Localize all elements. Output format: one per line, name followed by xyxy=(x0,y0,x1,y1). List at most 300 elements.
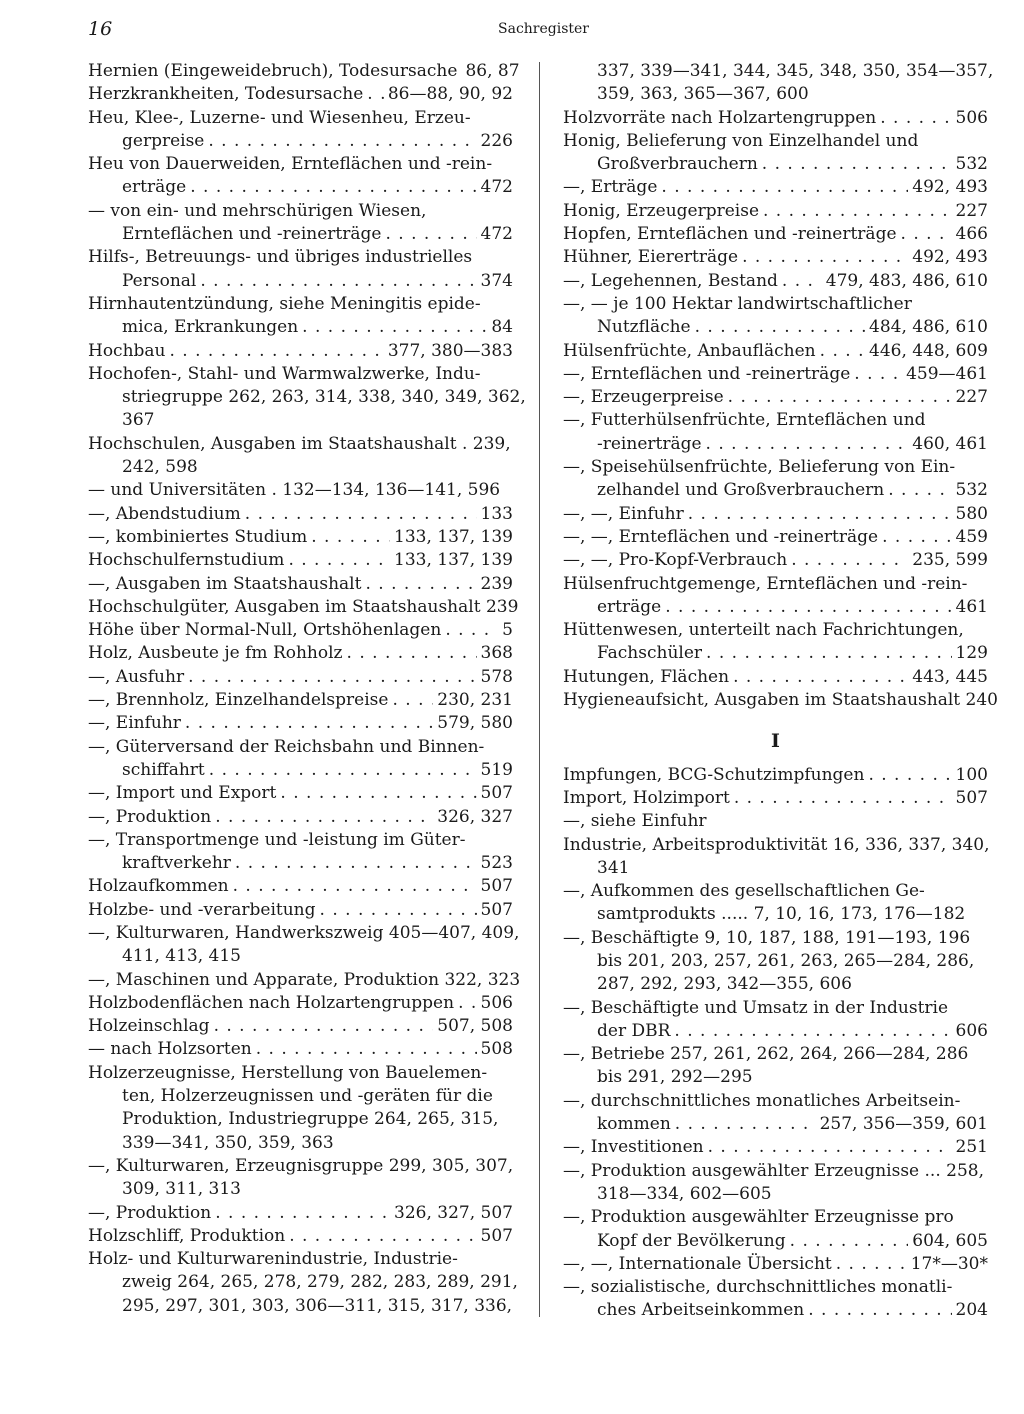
index-entry-line xyxy=(88,130,513,153)
entry-pages: 532 xyxy=(955,480,988,501)
index-entry xyxy=(88,689,513,712)
entry-term: —, Ausfuhr xyxy=(88,666,185,687)
index-entry xyxy=(88,922,520,969)
leader-dots xyxy=(820,340,865,363)
leader-dots xyxy=(347,642,477,665)
leader-dots xyxy=(661,176,908,199)
index-entry-line xyxy=(88,806,513,829)
entry-pages: 374 xyxy=(480,270,513,291)
index-entry xyxy=(88,526,513,549)
entry-pages: 368 xyxy=(480,643,513,664)
leader-dots xyxy=(880,107,951,130)
index-entry-line xyxy=(563,857,988,880)
entry-term: 341 xyxy=(597,857,630,878)
entry-pages: 133, 137, 139 xyxy=(394,550,513,571)
entry-term: —, —, Ernteflächen und -reinerträge xyxy=(563,526,879,547)
index-entry-line xyxy=(563,1160,988,1183)
entry-pages: 507 xyxy=(955,787,988,808)
entry-term: Hirnhautentzündung, siehe Meningitis epide- xyxy=(88,293,481,314)
leader-dots xyxy=(790,1230,909,1253)
index-entry xyxy=(563,880,988,927)
entry-term: Holzbodenflächen nach Holzartengruppen xyxy=(88,992,455,1013)
leader-dots xyxy=(791,549,908,572)
index-entry-line xyxy=(88,969,521,992)
index-entry-line xyxy=(563,316,988,339)
entry-term: Hochbau xyxy=(88,340,166,361)
index-entry-line xyxy=(563,1136,988,1159)
entry-term: zweig 264, 265, 278, 279, 282, 283, 289, 291, xyxy=(122,1272,518,1293)
entry-term: 309, 311, 313 xyxy=(122,1179,241,1200)
entry-pages: 377, 380—383 xyxy=(387,340,513,361)
page-header xyxy=(88,18,988,42)
leader-dots xyxy=(836,1253,907,1276)
entry-term: —, Betriebe 257, 261, 262, 264, 266—284, 286 xyxy=(563,1044,969,1065)
entry-term: samtprodukts ..... 7, 10, 16, 173, 176—182 xyxy=(597,904,966,925)
index-entry xyxy=(88,293,513,340)
leader-dots xyxy=(200,270,476,293)
entry-term: —, —, Pro-Kopf-Verbrauch xyxy=(563,550,788,571)
entry-pages: 507 xyxy=(480,1225,513,1246)
entry-term: erträge xyxy=(597,596,662,617)
index-entry xyxy=(563,363,988,386)
running-title: Sachregister xyxy=(498,21,589,37)
entry-term: 359, 363, 365—367, 600 xyxy=(597,84,809,105)
leader-dots xyxy=(675,1113,816,1136)
leader-dots xyxy=(868,764,951,787)
index-entry-line xyxy=(88,1225,513,1248)
entry-term: —, Legehennen, Bestand xyxy=(563,270,778,291)
entry-term: —, Erträge xyxy=(563,177,658,198)
entry-term: —, Transportmenge und -leistung im Güter- xyxy=(88,829,466,850)
entry-term: der DBR xyxy=(597,1020,671,1041)
index-entry-line xyxy=(563,60,994,83)
entry-term: 367 xyxy=(122,410,155,431)
index-entry-line xyxy=(88,153,513,176)
index-entry-line xyxy=(563,503,988,526)
index-entry-line xyxy=(88,293,513,316)
index-entry-line xyxy=(88,1178,513,1201)
entry-term: —, Aufkommen des gesellschaftlichen Ge- xyxy=(563,881,925,902)
leader-dots xyxy=(458,992,476,1015)
index-entry-line xyxy=(563,787,988,810)
index-entry-line xyxy=(88,736,513,759)
index-entry-line xyxy=(563,810,988,833)
entry-term: Hilfs-, Betreuungs- und übriges industrielles xyxy=(88,247,473,268)
entry-term: —, Kulturwaren, Erzeugnisgruppe 299, 305, 307, xyxy=(88,1155,514,1176)
entry-pages: 578 xyxy=(480,666,513,687)
entry-term: 339—341, 350, 359, 363 xyxy=(122,1132,334,1153)
index-entry xyxy=(563,666,988,689)
index-entry xyxy=(88,1038,513,1061)
entry-term: —, Futterhülsenfrüchte, Ernteflächen und xyxy=(563,410,926,431)
entry-pages: 507 xyxy=(480,876,513,897)
entry-term: -reinerträge xyxy=(597,433,702,454)
entry-term: —, Produktion xyxy=(88,1202,212,1223)
index-entry xyxy=(563,503,988,526)
index-entry-line xyxy=(563,903,988,926)
index-entry xyxy=(88,83,513,106)
leader-dots xyxy=(706,642,952,665)
leader-dots xyxy=(854,363,902,386)
entry-pages: 100 xyxy=(955,764,988,785)
index-entry-line xyxy=(563,927,988,950)
letter-heading: I xyxy=(771,730,780,753)
entry-term: Hochschulfernstudium xyxy=(88,550,285,571)
leader-dots xyxy=(233,875,477,898)
entry-pages: 133 xyxy=(480,503,513,524)
entry-term: Honig, Erzeugerpreise xyxy=(563,200,759,221)
leader-dots xyxy=(674,1020,951,1043)
entry-term: —, Produktion ausgewählter Erzeugnisse pro xyxy=(563,1207,954,1228)
index-entry xyxy=(563,764,988,787)
index-entry-line xyxy=(563,666,988,689)
entry-term: Holzvorräte nach Holzartengruppen xyxy=(563,107,877,128)
entry-term: ches Arbeitseinkommen xyxy=(597,1300,805,1321)
index-entry xyxy=(563,1160,988,1207)
entry-pages: 459 xyxy=(955,526,988,547)
index-entry xyxy=(88,433,513,480)
index-entry xyxy=(88,666,513,689)
index-entry xyxy=(88,782,513,805)
entry-term: —, sozialistische, durchschnittliches monatli- xyxy=(563,1277,953,1298)
leader-dots xyxy=(256,1038,477,1061)
entry-term: Ernteflächen und -reinerträge xyxy=(122,224,382,245)
index-entry-line xyxy=(563,1043,988,1066)
index-entry xyxy=(563,619,988,666)
index-entry xyxy=(88,596,519,619)
index-entry-line xyxy=(563,1230,988,1253)
entry-term: 287, 292, 293, 342—355, 606 xyxy=(597,974,852,995)
entry-term: —, Produktion xyxy=(88,806,212,827)
entry-pages: 460, 461 xyxy=(912,433,988,454)
index-entry xyxy=(88,875,513,898)
index-entry xyxy=(563,1043,988,1090)
entry-term: Hühner, Eiererträge xyxy=(563,247,739,268)
entry-term: Industrie, Arbeitsproduktivität 16, 336, 337, 340, xyxy=(563,834,990,855)
entry-term: Kopf der Bevölkerung xyxy=(597,1230,786,1251)
entry-term: bis 291, 292—295 xyxy=(597,1067,753,1088)
index-entry-line xyxy=(88,1295,513,1318)
entry-term: —, Ernteflächen und -reinerträge xyxy=(563,363,851,384)
leader-dots xyxy=(280,782,476,805)
entry-term: Holzeinschlag xyxy=(88,1016,210,1037)
entry-pages: 133, 137, 139 xyxy=(394,526,513,547)
entry-term: Hochschulen, Ausgaben im Staatshaushalt . 239, xyxy=(88,433,511,454)
index-entry-line xyxy=(88,316,513,339)
index-entry-line xyxy=(563,1276,988,1299)
index-entry-line xyxy=(563,973,988,996)
index-entry-line xyxy=(563,479,988,502)
entry-term: Heu von Dauerweiden, Ernteflächen und -rein- xyxy=(88,154,493,175)
entry-pages: 523 xyxy=(480,853,513,874)
entry-term: —, Investitionen xyxy=(563,1137,704,1158)
entry-term: Holz- und Kulturwarenindustrie, Industrie- xyxy=(88,1249,458,1270)
entry-term: Hopfen, Ernteflächen und -reinerträge xyxy=(563,224,897,245)
index-entry xyxy=(563,526,988,549)
entry-pages: 204 xyxy=(955,1300,988,1321)
entry-pages: 86—88, 90, 92 xyxy=(387,84,513,105)
index-entry-line xyxy=(88,1155,513,1178)
index-entry-line xyxy=(88,456,513,479)
entry-term: —, Abendstudium xyxy=(88,503,241,524)
leader-dots xyxy=(302,316,487,339)
leader-dots xyxy=(728,386,952,409)
index-entry-line xyxy=(563,200,988,223)
entry-term: bis 201, 203, 257, 261, 263, 265—284, 286, xyxy=(597,950,975,971)
entry-term: —, Brennholz, Einzelhandelspreise xyxy=(88,690,389,711)
leader-dots xyxy=(235,852,477,875)
leader-dots xyxy=(214,1015,434,1038)
entry-pages: 579, 580 xyxy=(437,713,513,734)
index-entry xyxy=(88,806,513,829)
entry-pages: 532 xyxy=(955,154,988,175)
entry-term: Hutungen, Flächen xyxy=(563,666,730,687)
entry-term: —, — je 100 Hektar landwirtschaftlicher xyxy=(563,293,912,314)
entry-term: —, Ausgaben im Staatshaushalt xyxy=(88,573,362,594)
index-entry-line xyxy=(88,526,513,549)
index-entry-line xyxy=(88,852,513,875)
index-entry-line xyxy=(563,880,988,903)
index-entry-line xyxy=(88,1038,513,1061)
entry-term: —, Speisehülsenfrüchte, Belieferung von Ein- xyxy=(563,457,956,478)
index-entry xyxy=(88,899,513,922)
entry-pages: 466 xyxy=(955,224,988,245)
index-entry xyxy=(88,642,513,665)
leader-dots xyxy=(708,1136,952,1159)
index-entry-line xyxy=(563,153,988,176)
leader-dots xyxy=(215,1202,390,1225)
leader-dots xyxy=(695,316,865,339)
index-entry-line xyxy=(563,1020,988,1043)
leader-dots xyxy=(882,526,951,549)
entry-term: Import, Holzimport xyxy=(563,787,730,808)
entry-term: —, siehe Einfuhr xyxy=(563,811,707,832)
index-entry-line xyxy=(88,363,513,386)
index-entry-line xyxy=(563,619,988,642)
index-entry-line xyxy=(88,83,513,106)
index-column-right xyxy=(563,60,998,1323)
entry-pages: 239 xyxy=(480,573,513,594)
index-entry xyxy=(563,176,988,199)
entry-pages: 226 xyxy=(480,130,513,151)
index-entry-line xyxy=(563,764,988,787)
index-entry xyxy=(563,1136,988,1159)
index-entry xyxy=(88,1225,513,1248)
index-entry xyxy=(88,969,521,992)
entry-term: Hochschulgüter, Ausgaben im Staatshaushalt 239 xyxy=(88,596,519,617)
entry-term: Holz, Ausbeute je fm Rohholz xyxy=(88,643,343,664)
index-entry-line xyxy=(563,409,988,432)
index-entry-line xyxy=(563,223,988,246)
entry-pages: 84 xyxy=(491,317,513,338)
leader-dots xyxy=(665,596,951,619)
index-entry xyxy=(88,1202,513,1225)
entry-pages: 251 xyxy=(955,1137,988,1158)
index-entry-line xyxy=(563,107,988,130)
index-entry-line xyxy=(563,270,988,293)
index-entry-line xyxy=(88,1202,513,1225)
leader-dots xyxy=(311,526,390,549)
index-entry-line xyxy=(563,573,988,596)
entry-term: —, —, Einfuhr xyxy=(563,503,684,524)
entry-term: Fachschüler xyxy=(597,643,703,664)
entry-pages: 472 xyxy=(480,177,513,198)
entry-term: —, Import und Export xyxy=(88,783,277,804)
index-entry xyxy=(563,1253,988,1276)
leader-dots xyxy=(688,503,952,526)
index-entry-line xyxy=(88,759,513,782)
index-entry-line xyxy=(88,1062,513,1085)
entry-pages: 257, 356—359, 601 xyxy=(819,1114,988,1135)
entry-term: kommen xyxy=(597,1114,671,1135)
index-entry xyxy=(88,363,526,433)
entry-term: —, kombiniertes Studium xyxy=(88,526,308,547)
index-entry-line xyxy=(88,666,513,689)
index-entry xyxy=(563,293,988,340)
entry-pages: 461 xyxy=(955,596,988,617)
entry-pages: 326, 327, 507 xyxy=(394,1202,513,1223)
leader-dots xyxy=(762,153,952,176)
index-entry-line xyxy=(563,834,988,857)
entry-pages: 484, 486, 610 xyxy=(869,317,988,338)
index-entry xyxy=(88,712,513,735)
entry-term: Heu, Klee-, Luzerne- und Wiesenheu, Erzeu- xyxy=(88,107,471,128)
index-entry-line xyxy=(563,456,988,479)
index-entry xyxy=(88,1248,518,1318)
entry-pages: 492, 493 xyxy=(912,177,988,198)
entry-term: Hygieneaufsicht, Ausgaben im Staatshaushalt 240 xyxy=(563,690,998,711)
entry-term: Holzschliff, Produktion xyxy=(88,1225,286,1246)
leader-dots xyxy=(385,223,476,246)
leader-dots xyxy=(808,1299,951,1322)
entry-term: — von ein- und mehrschürigen Wiesen, xyxy=(88,200,427,221)
entry-pages: 604, 605 xyxy=(912,1230,988,1251)
index-entry-line xyxy=(563,433,988,456)
entry-term: Höhe über Normal-Null, Ortshöhenlagen xyxy=(88,620,442,641)
index-entry-line xyxy=(88,992,513,1015)
leader-dots xyxy=(365,573,476,596)
index-entry xyxy=(563,223,988,246)
leader-dots xyxy=(742,246,908,269)
entry-pages: 580 xyxy=(955,503,988,524)
entry-pages: 506 xyxy=(480,992,513,1013)
index-entry-line xyxy=(88,922,520,945)
index-entry-line xyxy=(88,107,513,130)
index-entry-line xyxy=(88,573,513,596)
index-entry-line xyxy=(563,642,988,665)
entry-term: —, durchschnittliches monatliches Arbeitsein- xyxy=(563,1090,961,1111)
index-entry xyxy=(88,503,513,526)
leader-dots xyxy=(392,689,433,712)
index-entry-line xyxy=(88,223,513,246)
index-entry xyxy=(88,619,513,642)
index-entry-line xyxy=(88,60,520,83)
index-entry xyxy=(563,200,988,223)
index-entry-line xyxy=(88,689,513,712)
leader-dots xyxy=(209,759,477,782)
leader-dots xyxy=(901,223,952,246)
index-entry xyxy=(563,810,988,833)
index-entry xyxy=(88,1015,513,1038)
entry-term: Impfungen, BCG-Schutzimpfungen xyxy=(563,764,865,785)
index-entry xyxy=(563,787,988,810)
index-entry-line xyxy=(563,1066,988,1089)
index-entry xyxy=(563,270,988,293)
leader-dots xyxy=(888,479,951,502)
entry-term: Holzaufkommen xyxy=(88,876,229,897)
index-entry-line xyxy=(563,1183,988,1206)
entry-term: Herzkrankheiten, Todesursache xyxy=(88,84,364,105)
index-entry-line xyxy=(88,246,513,269)
leader-dots xyxy=(367,83,384,106)
index-entry-line xyxy=(563,1113,988,1136)
index-entry-line xyxy=(88,386,526,409)
entry-term: ten, Holzerzeugnissen und -geräten für die xyxy=(122,1086,493,1107)
index-entry-line xyxy=(563,1090,988,1113)
entry-term: —, Maschinen und Apparate, Produktion 322, 323 xyxy=(88,969,521,990)
entry-pages: 492, 493 xyxy=(912,247,988,268)
index-entry-line xyxy=(563,130,988,153)
index-entry-line xyxy=(88,642,513,665)
entry-term: Hochofen-, Stahl- und Warmwalzwerke, Indu- xyxy=(88,363,481,384)
leader-dots xyxy=(445,619,498,642)
entry-term: —, —, Internationale Übersicht xyxy=(563,1253,832,1274)
index-entry-line xyxy=(88,782,513,805)
entry-term: erträge xyxy=(122,177,187,198)
entry-term: Personal xyxy=(122,270,197,291)
index-entry xyxy=(563,386,988,409)
entry-term: —, Einfuhr xyxy=(88,713,181,734)
leader-dots xyxy=(170,340,384,363)
entry-term: Holzbe- und -verarbeitung xyxy=(88,899,316,920)
index-entry-line xyxy=(563,83,988,106)
index-entry-line xyxy=(88,1248,513,1271)
entry-term: schiffahrt xyxy=(122,759,205,780)
leader-dots xyxy=(245,503,477,526)
index-entry xyxy=(563,1090,988,1137)
index-entry-line xyxy=(88,1085,513,1108)
entry-pages: 606 xyxy=(955,1020,988,1041)
entry-term: Hülsenfrüchte, Anbauflächen xyxy=(563,340,816,361)
leader-dots xyxy=(190,176,476,199)
index-entry xyxy=(563,409,988,456)
leader-dots xyxy=(185,712,433,735)
index-entry xyxy=(563,927,988,997)
entry-term: zelhandel und Großverbrauchern xyxy=(597,480,885,501)
index-entry-line xyxy=(88,1271,518,1294)
entry-term: 295, 297, 301, 303, 306—311, 315, 317, 336, xyxy=(122,1295,513,1316)
entry-pages: 506 xyxy=(955,107,988,128)
entry-pages: 472 xyxy=(480,224,513,245)
index-entry-line xyxy=(88,899,513,922)
entry-term: gerpreise xyxy=(122,130,205,151)
index-entry-line xyxy=(563,246,988,269)
entry-term: —, Beschäftigte 9, 10, 187, 188, 191—193, 196 xyxy=(563,927,971,948)
leader-dots xyxy=(215,806,433,829)
index-entry-line xyxy=(563,386,988,409)
entry-pages: 227 xyxy=(955,387,988,408)
index-entry-line xyxy=(563,526,988,549)
entry-pages: 86, 87 xyxy=(465,61,520,81)
entry-pages: 507 xyxy=(480,783,513,804)
index-entry-line xyxy=(88,549,513,572)
leader-dots xyxy=(188,666,476,689)
entry-pages: 230, 231 xyxy=(437,690,513,711)
index-entry-line xyxy=(563,293,988,316)
entry-pages: 235, 599 xyxy=(912,550,988,571)
index-entry-line xyxy=(88,596,519,619)
entry-pages: 459—461 xyxy=(906,363,988,384)
